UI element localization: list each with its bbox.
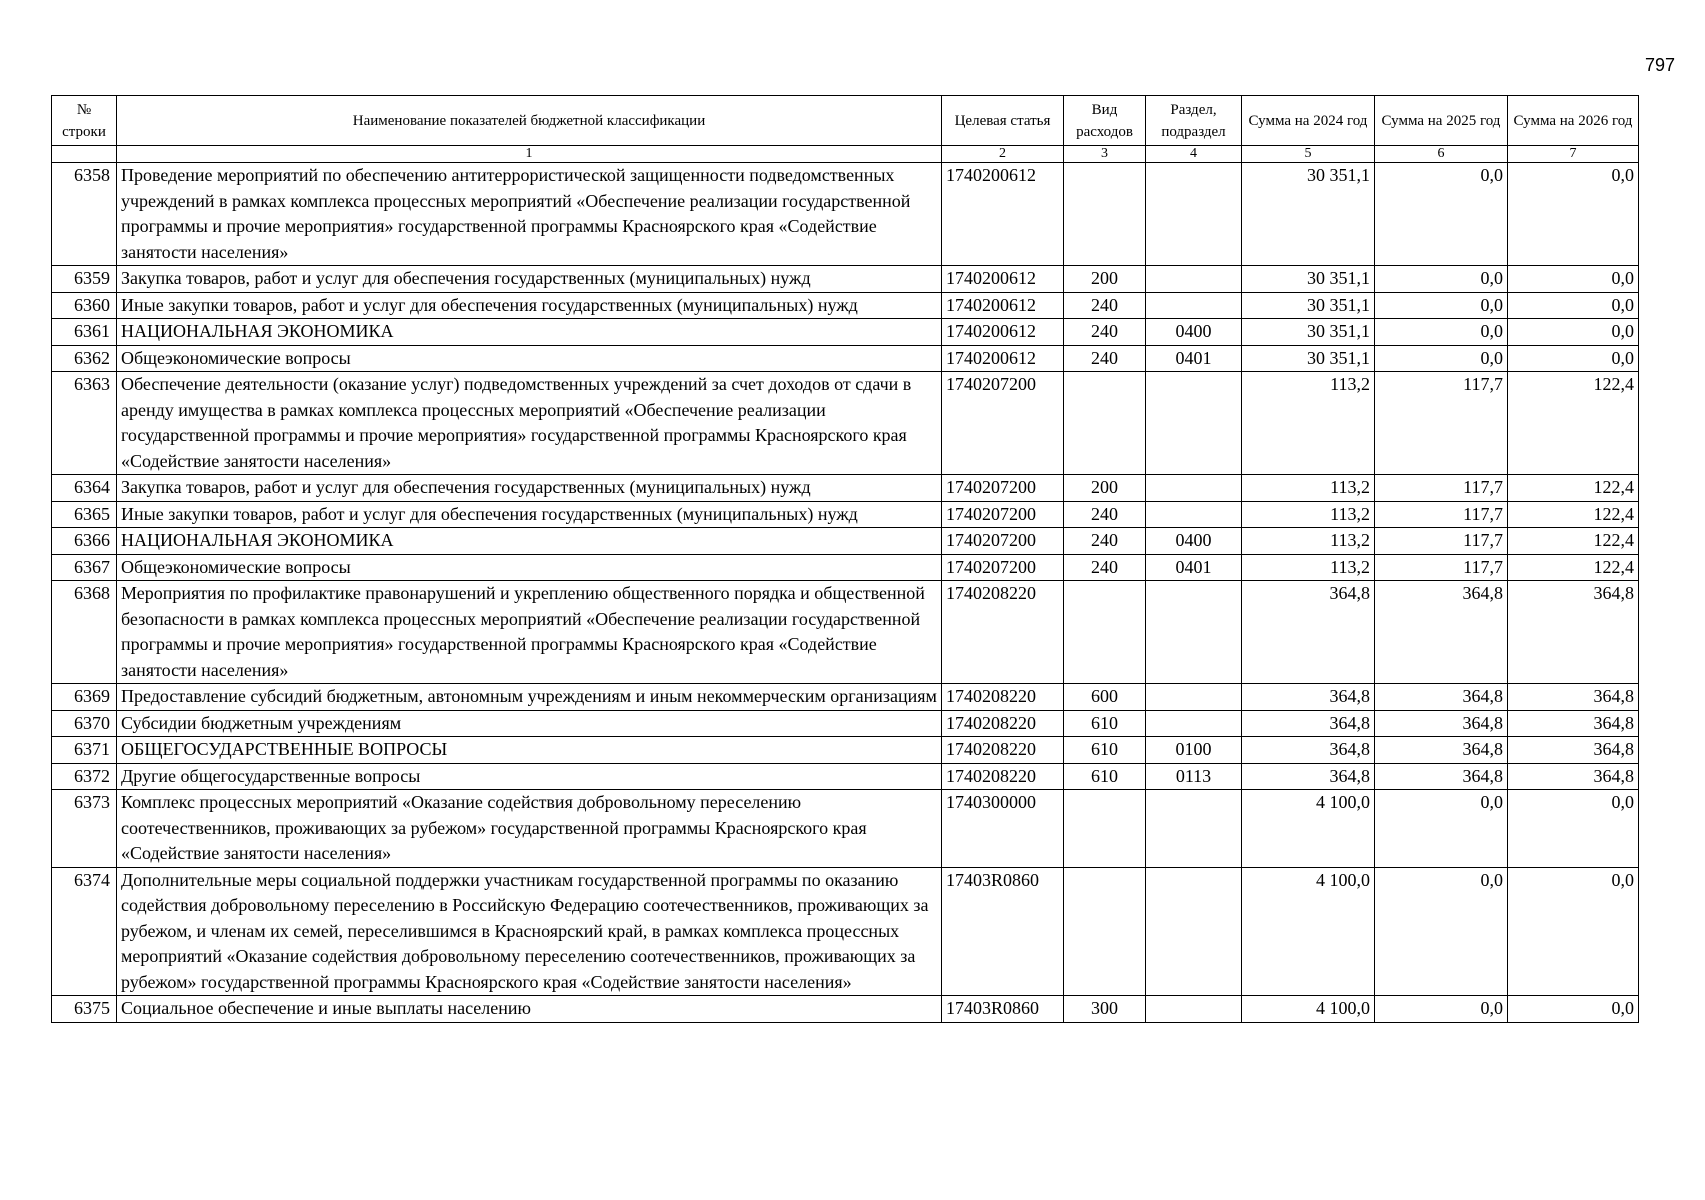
row-number: 6367	[52, 554, 117, 581]
table-row	[52, 867, 1639, 996]
table-row	[52, 292, 1639, 319]
row-expense-type: 300	[1064, 996, 1146, 1023]
column-number-row	[52, 146, 1639, 163]
row-sum-2024: 364,8	[1242, 763, 1375, 790]
row-sum-2024: 113,2	[1242, 475, 1375, 502]
row-sum-2025: 0,0	[1375, 790, 1508, 868]
row-name: Дополнительные меры социальной поддержки участникам государственной программы по оказанию содействия добровольному переселению в Российскую Федерацию соотечественников, проживающих за рубежом, и членам их семей, переселившимся в Красноярский край, в рамках комплекса процессных мероприятий «Оказание содействия добровольному переселению соотечественников, проживающих за рубежом» государственной программы Красноярского края «Содействие занятости населения»	[117, 867, 942, 996]
row-sum-2026: 0,0	[1508, 345, 1639, 372]
row-name: Общеэкономические вопросы	[117, 345, 942, 372]
row-sum-2024: 30 351,1	[1242, 292, 1375, 319]
row-sum-2026: 364,8	[1508, 763, 1639, 790]
header-sum-2025: Сумма на 2025 год	[1375, 96, 1508, 146]
header-row-number: № строки	[52, 96, 117, 146]
row-name: Обеспечение деятельности (оказание услуг) подведомственных учреждений за счет доходов от сдачи в аренду имущества в рамках комплекса процессных мероприятий «Обеспечение реализации государственной программы и прочие мероприятия» государственной программы Красноярского края «Содействие занятости населения»	[117, 372, 942, 475]
row-sum-2026: 364,8	[1508, 581, 1639, 684]
row-sum-2025: 364,8	[1375, 710, 1508, 737]
row-sum-2026: 122,4	[1508, 475, 1639, 502]
row-name: Комплекс процессных мероприятий «Оказание содействия добровольному переселению соотечественников, проживающих за рубежом» государственной программы Красноярского края «Содействие занятости населения»	[117, 790, 942, 868]
table-row	[52, 266, 1639, 293]
row-sum-2024: 364,8	[1242, 737, 1375, 764]
row-sum-2026: 122,4	[1508, 528, 1639, 555]
row-sum-2025: 364,8	[1375, 684, 1508, 711]
table-row	[52, 319, 1639, 346]
row-number: 6373	[52, 790, 117, 868]
row-sum-2026: 122,4	[1508, 372, 1639, 475]
row-name: Проведение мероприятий по обеспечению антитеррористической защищенности подведомственных учреждений в рамках комплекса процессных мероприятий «Обеспечение реализации государственной программы и прочие мероприятия» государственной программы Красноярского края «Содействие занятости населения»	[117, 163, 942, 266]
row-target-article: 1740300000	[942, 790, 1064, 868]
column-number: 7	[1508, 146, 1639, 163]
row-section	[1146, 501, 1242, 528]
row-expense-type: 240	[1064, 501, 1146, 528]
row-section	[1146, 996, 1242, 1023]
table-row	[52, 737, 1639, 764]
row-sum-2024: 30 351,1	[1242, 266, 1375, 293]
row-sum-2024: 30 351,1	[1242, 163, 1375, 266]
table-row	[52, 684, 1639, 711]
row-sum-2025: 0,0	[1375, 996, 1508, 1023]
header-sum-2024: Сумма на 2024 год	[1242, 96, 1375, 146]
row-name: Другие общегосударственные вопросы	[117, 763, 942, 790]
row-sum-2025: 0,0	[1375, 292, 1508, 319]
budget-table	[51, 95, 1639, 1023]
row-number: 6364	[52, 475, 117, 502]
row-sum-2025: 0,0	[1375, 345, 1508, 372]
table-row	[52, 790, 1639, 868]
row-expense-type: 240	[1064, 292, 1146, 319]
row-name: Предоставление субсидий бюджетным, автономным учреждениям и иным некоммерческим организациям	[117, 684, 942, 711]
column-number: 5	[1242, 146, 1375, 163]
row-section	[1146, 292, 1242, 319]
row-name: НАЦИОНАЛЬНАЯ ЭКОНОМИКА	[117, 528, 942, 555]
row-sum-2025: 117,7	[1375, 554, 1508, 581]
column-number: 6	[1375, 146, 1508, 163]
table-row	[52, 710, 1639, 737]
row-target-article: 1740207200	[942, 501, 1064, 528]
row-target-article: 1740207200	[942, 475, 1064, 502]
row-sum-2024: 113,2	[1242, 528, 1375, 555]
row-sum-2026: 0,0	[1508, 867, 1639, 996]
column-number: 3	[1064, 146, 1146, 163]
row-sum-2024: 4 100,0	[1242, 996, 1375, 1023]
row-sum-2025: 117,7	[1375, 475, 1508, 502]
row-section: 0401	[1146, 345, 1242, 372]
table-row	[52, 763, 1639, 790]
row-name: Иные закупки товаров, работ и услуг для обеспечения государственных (муниципальных) нужд	[117, 292, 942, 319]
table-row	[52, 372, 1639, 475]
row-sum-2024: 30 351,1	[1242, 345, 1375, 372]
row-name: Мероприятия по профилактике правонарушений и укреплению общественного порядка и общественной безопасности в рамках комплекса процессных мероприятий «Обеспечение реализации государственной программы и прочие мероприятия» государственной программы Красноярского края «Содействие занятости населения»	[117, 581, 942, 684]
row-target-article: 1740208220	[942, 763, 1064, 790]
row-number: 6362	[52, 345, 117, 372]
table-row	[52, 501, 1639, 528]
header-name: Наименование показателей бюджетной классификации	[117, 96, 942, 146]
row-section: 0400	[1146, 319, 1242, 346]
row-section: 0400	[1146, 528, 1242, 555]
row-section	[1146, 684, 1242, 711]
header-target-article: Целевая статья	[942, 96, 1064, 146]
row-number: 6375	[52, 996, 117, 1023]
row-target-article: 1740208220	[942, 737, 1064, 764]
row-section	[1146, 475, 1242, 502]
row-expense-type: 200	[1064, 266, 1146, 293]
row-sum-2026: 364,8	[1508, 737, 1639, 764]
row-number: 6361	[52, 319, 117, 346]
row-expense-type	[1064, 790, 1146, 868]
row-number: 6372	[52, 763, 117, 790]
row-sum-2026: 364,8	[1508, 684, 1639, 711]
row-sum-2025: 117,7	[1375, 501, 1508, 528]
row-name: Закупка товаров, работ и услуг для обеспечения государственных (муниципальных) нужд	[117, 475, 942, 502]
row-name: НАЦИОНАЛЬНАЯ ЭКОНОМИКА	[117, 319, 942, 346]
row-expense-type: 610	[1064, 710, 1146, 737]
row-sum-2026: 0,0	[1508, 266, 1639, 293]
row-sum-2024: 30 351,1	[1242, 319, 1375, 346]
row-number: 6374	[52, 867, 117, 996]
row-section: 0401	[1146, 554, 1242, 581]
column-number	[52, 146, 117, 163]
row-sum-2025: 364,8	[1375, 763, 1508, 790]
row-section	[1146, 372, 1242, 475]
table-row	[52, 528, 1639, 555]
row-number: 6371	[52, 737, 117, 764]
row-target-article: 1740200612	[942, 163, 1064, 266]
row-sum-2024: 113,2	[1242, 372, 1375, 475]
row-expense-type	[1064, 581, 1146, 684]
row-number: 6369	[52, 684, 117, 711]
row-sum-2024: 113,2	[1242, 501, 1375, 528]
row-number: 6370	[52, 710, 117, 737]
table-header	[52, 96, 1639, 163]
row-sum-2026: 364,8	[1508, 710, 1639, 737]
header-expense-type: Вид расходов	[1064, 96, 1146, 146]
row-target-article: 17403R0860	[942, 867, 1064, 996]
row-sum-2026: 0,0	[1508, 790, 1639, 868]
row-name: Общеэкономические вопросы	[117, 554, 942, 581]
row-sum-2025: 0,0	[1375, 319, 1508, 346]
row-target-article: 1740200612	[942, 292, 1064, 319]
row-number: 6358	[52, 163, 117, 266]
row-number: 6363	[52, 372, 117, 475]
row-sum-2024: 364,8	[1242, 581, 1375, 684]
row-section: 0100	[1146, 737, 1242, 764]
header-sum-2026: Сумма на 2026 год	[1508, 96, 1639, 146]
row-expense-type	[1064, 867, 1146, 996]
row-sum-2026: 122,4	[1508, 554, 1639, 581]
column-number: 4	[1146, 146, 1242, 163]
row-expense-type	[1064, 372, 1146, 475]
row-expense-type: 610	[1064, 763, 1146, 790]
row-name: Закупка товаров, работ и услуг для обеспечения государственных (муниципальных) нужд	[117, 266, 942, 293]
row-section	[1146, 266, 1242, 293]
row-number: 6359	[52, 266, 117, 293]
row-sum-2025: 364,8	[1375, 581, 1508, 684]
row-sum-2024: 364,8	[1242, 684, 1375, 711]
row-section: 0113	[1146, 763, 1242, 790]
table-row	[52, 996, 1639, 1023]
row-sum-2024: 4 100,0	[1242, 790, 1375, 868]
row-sum-2026: 0,0	[1508, 319, 1639, 346]
row-section	[1146, 790, 1242, 868]
column-number: 2	[942, 146, 1064, 163]
row-sum-2025: 364,8	[1375, 737, 1508, 764]
row-sum-2026: 122,4	[1508, 501, 1639, 528]
row-section	[1146, 710, 1242, 737]
row-sum-2026: 0,0	[1508, 996, 1639, 1023]
row-sum-2025: 117,7	[1375, 528, 1508, 555]
row-number: 6365	[52, 501, 117, 528]
row-target-article: 1740207200	[942, 528, 1064, 555]
table-row	[52, 345, 1639, 372]
row-expense-type: 200	[1064, 475, 1146, 502]
row-number: 6368	[52, 581, 117, 684]
row-section	[1146, 581, 1242, 684]
row-target-article: 1740208220	[942, 581, 1064, 684]
page-number: 797	[1644, 55, 1675, 75]
header-section: Раздел, подраздел	[1146, 96, 1242, 146]
row-target-article: 1740208220	[942, 710, 1064, 737]
row-section	[1146, 163, 1242, 266]
row-sum-2024: 4 100,0	[1242, 867, 1375, 996]
table-row	[52, 581, 1639, 684]
table-body	[52, 163, 1639, 1023]
table-row	[52, 554, 1639, 581]
row-number: 6360	[52, 292, 117, 319]
row-target-article: 1740208220	[942, 684, 1064, 711]
table-row	[52, 163, 1639, 266]
row-target-article: 1740200612	[942, 266, 1064, 293]
row-expense-type: 240	[1064, 554, 1146, 581]
row-target-article: 1740200612	[942, 345, 1064, 372]
row-name: Социальное обеспечение и иные выплаты населению	[117, 996, 942, 1023]
row-sum-2024: 113,2	[1242, 554, 1375, 581]
row-expense-type: 610	[1064, 737, 1146, 764]
column-number: 1	[117, 146, 942, 163]
row-sum-2026: 0,0	[1508, 163, 1639, 266]
row-name: Иные закупки товаров, работ и услуг для обеспечения государственных (муниципальных) нужд	[117, 501, 942, 528]
row-sum-2025: 0,0	[1375, 266, 1508, 293]
row-name: ОБЩЕГОСУДАРСТВЕННЫЕ ВОПРОСЫ	[117, 737, 942, 764]
row-sum-2026: 0,0	[1508, 292, 1639, 319]
row-expense-type: 240	[1064, 345, 1146, 372]
row-target-article: 1740207200	[942, 372, 1064, 475]
row-target-article: 1740207200	[942, 554, 1064, 581]
row-number: 6366	[52, 528, 117, 555]
row-sum-2024: 364,8	[1242, 710, 1375, 737]
row-expense-type: 240	[1064, 528, 1146, 555]
row-section	[1146, 867, 1242, 996]
row-sum-2025: 117,7	[1375, 372, 1508, 475]
row-expense-type: 240	[1064, 319, 1146, 346]
row-sum-2025: 0,0	[1375, 867, 1508, 996]
row-expense-type: 600	[1064, 684, 1146, 711]
row-target-article: 17403R0860	[942, 996, 1064, 1023]
row-name: Субсидии бюджетным учреждениям	[117, 710, 942, 737]
row-expense-type	[1064, 163, 1146, 266]
table-row	[52, 475, 1639, 502]
row-sum-2025: 0,0	[1375, 163, 1508, 266]
row-target-article: 1740200612	[942, 319, 1064, 346]
